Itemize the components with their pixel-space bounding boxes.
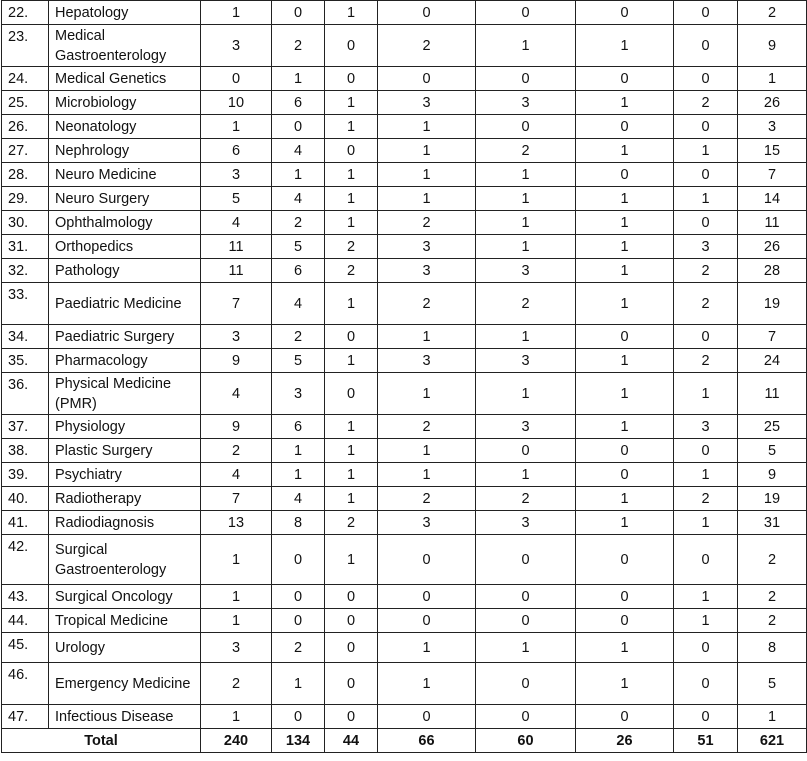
- value-cell: 0: [325, 705, 378, 729]
- department-name-cell: Microbiology: [49, 91, 201, 115]
- value-cell: 0: [325, 663, 378, 705]
- value-cell: 1: [576, 373, 674, 415]
- serial-number-cell: 34.: [2, 325, 49, 349]
- value-cell: 0: [476, 609, 576, 633]
- value-cell: 0: [576, 67, 674, 91]
- department-name-cell: Emergency Medicine: [49, 663, 201, 705]
- value-cell: 1: [576, 139, 674, 163]
- value-cell: 1: [325, 163, 378, 187]
- value-cell: 3: [674, 235, 738, 259]
- value-cell: 0: [576, 163, 674, 187]
- table-row: [2, 25, 807, 67]
- value-cell: 2: [272, 25, 325, 67]
- value-cell: 0: [325, 633, 378, 663]
- row-total-cell: 2: [738, 1, 807, 25]
- value-cell: 0: [576, 585, 674, 609]
- value-cell: 7: [201, 487, 272, 511]
- department-name-cell: Surgical Oncology: [49, 585, 201, 609]
- table-row: [2, 663, 807, 705]
- total-value-cell: 134: [272, 729, 325, 753]
- value-cell: 1: [201, 1, 272, 25]
- value-cell: 1: [201, 705, 272, 729]
- value-cell: 1: [325, 91, 378, 115]
- value-cell: 2: [674, 283, 738, 325]
- value-cell: 1: [201, 115, 272, 139]
- total-value-cell: 51: [674, 729, 738, 753]
- value-cell: 13: [201, 511, 272, 535]
- department-name-cell: Neuro Surgery: [49, 187, 201, 211]
- table-row: [2, 1, 807, 25]
- value-cell: 0: [576, 439, 674, 463]
- value-cell: 0: [576, 1, 674, 25]
- value-cell: 2: [674, 259, 738, 283]
- value-cell: 4: [272, 283, 325, 325]
- value-cell: 11: [201, 235, 272, 259]
- value-cell: 3: [378, 235, 476, 259]
- value-cell: 1: [476, 325, 576, 349]
- total-value-cell: 26: [576, 729, 674, 753]
- value-cell: 0: [272, 115, 325, 139]
- value-cell: 0: [325, 373, 378, 415]
- table-row: [2, 283, 807, 325]
- row-total-cell: 28: [738, 259, 807, 283]
- value-cell: 2: [674, 349, 738, 373]
- value-cell: 1: [325, 1, 378, 25]
- row-total-cell: 9: [738, 25, 807, 67]
- table-row: [2, 91, 807, 115]
- department-name-cell: Psychiatry: [49, 463, 201, 487]
- serial-number-cell: 44.: [2, 609, 49, 633]
- value-cell: 0: [476, 663, 576, 705]
- value-cell: 4: [201, 211, 272, 235]
- value-cell: 0: [576, 463, 674, 487]
- table-row: [2, 325, 807, 349]
- value-cell: 8: [272, 511, 325, 535]
- value-cell: 1: [378, 463, 476, 487]
- serial-number-cell: 31.: [2, 235, 49, 259]
- department-name-cell: Hepatology: [49, 1, 201, 25]
- value-cell: 0: [576, 325, 674, 349]
- serial-number-cell: 45.: [2, 633, 49, 663]
- serial-number-cell: 41.: [2, 511, 49, 535]
- value-cell: 0: [378, 535, 476, 585]
- value-cell: 1: [476, 25, 576, 67]
- value-cell: 0: [272, 1, 325, 25]
- value-cell: 1: [378, 139, 476, 163]
- row-total-cell: 15: [738, 139, 807, 163]
- serial-number-cell: 36.: [2, 373, 49, 415]
- value-cell: 6: [272, 259, 325, 283]
- value-cell: 3: [201, 633, 272, 663]
- value-cell: 0: [674, 1, 738, 25]
- serial-number-cell: 47.: [2, 705, 49, 729]
- serial-number-cell: 23.: [2, 25, 49, 67]
- value-cell: 0: [325, 325, 378, 349]
- seat-matrix-table: [1, 0, 807, 753]
- serial-number-cell: 38.: [2, 439, 49, 463]
- total-value-cell: 60: [476, 729, 576, 753]
- row-total-cell: 11: [738, 373, 807, 415]
- value-cell: 0: [272, 609, 325, 633]
- value-cell: 0: [476, 115, 576, 139]
- department-name-cell: Surgical Gastroenterology: [49, 535, 201, 585]
- value-cell: 2: [476, 139, 576, 163]
- value-cell: 4: [201, 463, 272, 487]
- value-cell: 2: [674, 487, 738, 511]
- value-cell: 1: [576, 187, 674, 211]
- serial-number-cell: 46.: [2, 663, 49, 705]
- row-total-cell: 1: [738, 705, 807, 729]
- row-total-cell: 19: [738, 283, 807, 325]
- department-name-cell: Pathology: [49, 259, 201, 283]
- total-label: Total: [2, 729, 201, 753]
- value-cell: 3: [476, 511, 576, 535]
- value-cell: 0: [576, 705, 674, 729]
- serial-number-cell: 24.: [2, 67, 49, 91]
- value-cell: 1: [325, 535, 378, 585]
- value-cell: 1: [325, 115, 378, 139]
- table-row: [2, 373, 807, 415]
- value-cell: 7: [201, 283, 272, 325]
- value-cell: 10: [201, 91, 272, 115]
- department-name-cell: Tropical Medicine: [49, 609, 201, 633]
- value-cell: 1: [325, 187, 378, 211]
- value-cell: 1: [576, 259, 674, 283]
- serial-number-cell: 39.: [2, 463, 49, 487]
- value-cell: 0: [201, 67, 272, 91]
- value-cell: 2: [272, 633, 325, 663]
- value-cell: 0: [476, 535, 576, 585]
- department-name-cell: Ophthalmology: [49, 211, 201, 235]
- value-cell: 6: [201, 139, 272, 163]
- value-cell: 3: [201, 25, 272, 67]
- value-cell: 3: [378, 91, 476, 115]
- value-cell: 1: [576, 235, 674, 259]
- value-cell: 2: [201, 439, 272, 463]
- value-cell: 1: [576, 91, 674, 115]
- value-cell: 2: [378, 415, 476, 439]
- department-name-cell: Pharmacology: [49, 349, 201, 373]
- value-cell: 1: [674, 585, 738, 609]
- value-cell: 0: [325, 67, 378, 91]
- row-total-cell: 2: [738, 609, 807, 633]
- serial-number-cell: 30.: [2, 211, 49, 235]
- value-cell: 1: [378, 325, 476, 349]
- row-total-cell: 25: [738, 415, 807, 439]
- value-cell: 1: [674, 511, 738, 535]
- value-cell: 1: [476, 463, 576, 487]
- value-cell: 11: [201, 259, 272, 283]
- value-cell: 2: [272, 325, 325, 349]
- table-row: [2, 187, 807, 211]
- value-cell: 3: [476, 259, 576, 283]
- serial-number-cell: 37.: [2, 415, 49, 439]
- department-name-cell: Orthopedics: [49, 235, 201, 259]
- value-cell: 6: [272, 91, 325, 115]
- total-row: [2, 729, 807, 753]
- value-cell: 3: [272, 373, 325, 415]
- department-name-cell: Medical Genetics: [49, 67, 201, 91]
- table-row: [2, 487, 807, 511]
- table-row: [2, 463, 807, 487]
- value-cell: 2: [325, 259, 378, 283]
- value-cell: 0: [378, 67, 476, 91]
- value-cell: 1: [674, 609, 738, 633]
- serial-number-cell: 35.: [2, 349, 49, 373]
- department-name-cell: Medical Gastroenterology: [49, 25, 201, 67]
- value-cell: 3: [674, 415, 738, 439]
- value-cell: 1: [201, 609, 272, 633]
- value-cell: 0: [476, 705, 576, 729]
- value-cell: 2: [325, 235, 378, 259]
- table-row: [2, 511, 807, 535]
- value-cell: 4: [272, 487, 325, 511]
- table-row: [2, 235, 807, 259]
- value-cell: 1: [272, 663, 325, 705]
- value-cell: 1: [325, 439, 378, 463]
- value-cell: 0: [576, 535, 674, 585]
- value-cell: 3: [476, 415, 576, 439]
- value-cell: 9: [201, 415, 272, 439]
- value-cell: 3: [378, 511, 476, 535]
- value-cell: 1: [325, 211, 378, 235]
- serial-number-cell: 43.: [2, 585, 49, 609]
- row-total-cell: 3: [738, 115, 807, 139]
- value-cell: 0: [674, 705, 738, 729]
- value-cell: 1: [476, 373, 576, 415]
- value-cell: 9: [201, 349, 272, 373]
- value-cell: 1: [201, 585, 272, 609]
- value-cell: 1: [674, 463, 738, 487]
- row-total-cell: 7: [738, 325, 807, 349]
- department-name-cell: Urology: [49, 633, 201, 663]
- table-row: [2, 259, 807, 283]
- value-cell: 1: [674, 187, 738, 211]
- value-cell: 0: [674, 115, 738, 139]
- department-name-cell: Radiodiagnosis: [49, 511, 201, 535]
- value-cell: 0: [674, 535, 738, 585]
- value-cell: 1: [272, 439, 325, 463]
- value-cell: 2: [476, 283, 576, 325]
- row-total-cell: 24: [738, 349, 807, 373]
- value-cell: 1: [378, 115, 476, 139]
- table-row: [2, 163, 807, 187]
- row-total-cell: 11: [738, 211, 807, 235]
- serial-number-cell: 27.: [2, 139, 49, 163]
- serial-number-cell: 42.: [2, 535, 49, 585]
- value-cell: 0: [325, 139, 378, 163]
- department-name-cell: Paediatric Surgery: [49, 325, 201, 349]
- serial-number-cell: 26.: [2, 115, 49, 139]
- department-name-cell: Neuro Medicine: [49, 163, 201, 187]
- row-total-cell: 1: [738, 67, 807, 91]
- value-cell: 1: [576, 415, 674, 439]
- table-row: [2, 349, 807, 373]
- value-cell: 2: [378, 211, 476, 235]
- serial-number-cell: 32.: [2, 259, 49, 283]
- value-cell: 0: [272, 535, 325, 585]
- value-cell: 0: [674, 325, 738, 349]
- value-cell: 4: [272, 139, 325, 163]
- value-cell: 1: [272, 163, 325, 187]
- department-name-cell: Nephrology: [49, 139, 201, 163]
- value-cell: 6: [272, 415, 325, 439]
- department-name-cell: Physiology: [49, 415, 201, 439]
- value-cell: 3: [201, 325, 272, 349]
- value-cell: 1: [378, 187, 476, 211]
- value-cell: 1: [576, 349, 674, 373]
- value-cell: 2: [201, 663, 272, 705]
- value-cell: 0: [476, 67, 576, 91]
- table-row: [2, 609, 807, 633]
- value-cell: 3: [476, 349, 576, 373]
- table-row: [2, 67, 807, 91]
- value-cell: 0: [378, 609, 476, 633]
- row-total-cell: 26: [738, 235, 807, 259]
- row-total-cell: 8: [738, 633, 807, 663]
- value-cell: 0: [325, 25, 378, 67]
- row-total-cell: 7: [738, 163, 807, 187]
- serial-number-cell: 22.: [2, 1, 49, 25]
- value-cell: 1: [378, 439, 476, 463]
- value-cell: 1: [201, 535, 272, 585]
- row-total-cell: 19: [738, 487, 807, 511]
- serial-number-cell: 28.: [2, 163, 49, 187]
- value-cell: 0: [378, 705, 476, 729]
- value-cell: 1: [378, 663, 476, 705]
- value-cell: 0: [378, 1, 476, 25]
- department-name-cell: Neonatology: [49, 115, 201, 139]
- value-cell: 0: [674, 633, 738, 663]
- value-cell: 0: [576, 609, 674, 633]
- value-cell: 1: [576, 487, 674, 511]
- value-cell: 1: [272, 67, 325, 91]
- value-cell: 5: [201, 187, 272, 211]
- value-cell: 2: [378, 25, 476, 67]
- table-row: [2, 115, 807, 139]
- table-row: [2, 211, 807, 235]
- value-cell: 1: [576, 633, 674, 663]
- table-body: [2, 1, 807, 753]
- value-cell: 3: [378, 349, 476, 373]
- row-total-cell: 5: [738, 439, 807, 463]
- serial-number-cell: 25.: [2, 91, 49, 115]
- value-cell: 0: [272, 585, 325, 609]
- department-name-cell: Radiotherapy: [49, 487, 201, 511]
- serial-number-cell: 33.: [2, 283, 49, 325]
- value-cell: 1: [576, 25, 674, 67]
- department-name-cell: Plastic Surgery: [49, 439, 201, 463]
- value-cell: 4: [201, 373, 272, 415]
- value-cell: 2: [272, 211, 325, 235]
- value-cell: 2: [674, 91, 738, 115]
- total-value-cell: 44: [325, 729, 378, 753]
- value-cell: 1: [476, 211, 576, 235]
- row-total-cell: 31: [738, 511, 807, 535]
- value-cell: 1: [576, 511, 674, 535]
- total-value-cell: 240: [201, 729, 272, 753]
- value-cell: 1: [325, 283, 378, 325]
- value-cell: 1: [674, 139, 738, 163]
- table-row: [2, 585, 807, 609]
- value-cell: 0: [674, 163, 738, 187]
- value-cell: 1: [476, 163, 576, 187]
- table-row: [2, 535, 807, 585]
- value-cell: 1: [325, 463, 378, 487]
- value-cell: 0: [674, 211, 738, 235]
- value-cell: 2: [378, 487, 476, 511]
- row-total-cell: 2: [738, 585, 807, 609]
- row-total-cell: 14: [738, 187, 807, 211]
- value-cell: 2: [476, 487, 576, 511]
- value-cell: 2: [378, 283, 476, 325]
- value-cell: 0: [476, 1, 576, 25]
- row-total-cell: 2: [738, 535, 807, 585]
- value-cell: 1: [325, 415, 378, 439]
- value-cell: 1: [378, 633, 476, 663]
- value-cell: 0: [325, 585, 378, 609]
- value-cell: 0: [674, 25, 738, 67]
- value-cell: 5: [272, 235, 325, 259]
- value-cell: 1: [476, 235, 576, 259]
- department-name-cell: Infectious Disease: [49, 705, 201, 729]
- value-cell: 3: [476, 91, 576, 115]
- value-cell: 0: [674, 439, 738, 463]
- total-value-cell: 621: [738, 729, 807, 753]
- value-cell: 1: [325, 487, 378, 511]
- value-cell: 1: [674, 373, 738, 415]
- value-cell: 1: [476, 633, 576, 663]
- value-cell: 0: [674, 663, 738, 705]
- serial-number-cell: 29.: [2, 187, 49, 211]
- table-row: [2, 439, 807, 463]
- value-cell: 3: [201, 163, 272, 187]
- table-row: [2, 139, 807, 163]
- value-cell: 1: [476, 187, 576, 211]
- row-total-cell: 5: [738, 663, 807, 705]
- value-cell: 0: [378, 585, 476, 609]
- value-cell: 0: [272, 705, 325, 729]
- value-cell: 1: [378, 373, 476, 415]
- value-cell: 5: [272, 349, 325, 373]
- value-cell: 0: [576, 115, 674, 139]
- value-cell: 2: [325, 511, 378, 535]
- department-name-cell: Physical Medicine (PMR): [49, 373, 201, 415]
- value-cell: 1: [576, 211, 674, 235]
- value-cell: 1: [576, 663, 674, 705]
- department-name-cell: Paediatric Medicine: [49, 283, 201, 325]
- table-row: [2, 705, 807, 729]
- row-total-cell: 9: [738, 463, 807, 487]
- value-cell: 3: [378, 259, 476, 283]
- value-cell: 1: [272, 463, 325, 487]
- serial-number-cell: 40.: [2, 487, 49, 511]
- value-cell: 0: [476, 439, 576, 463]
- total-value-cell: 66: [378, 729, 476, 753]
- value-cell: 0: [476, 585, 576, 609]
- row-total-cell: 26: [738, 91, 807, 115]
- value-cell: 1: [378, 163, 476, 187]
- table-row: [2, 633, 807, 663]
- value-cell: 4: [272, 187, 325, 211]
- table-row: [2, 415, 807, 439]
- value-cell: 0: [674, 67, 738, 91]
- value-cell: 1: [576, 283, 674, 325]
- value-cell: 0: [325, 609, 378, 633]
- value-cell: 1: [325, 349, 378, 373]
